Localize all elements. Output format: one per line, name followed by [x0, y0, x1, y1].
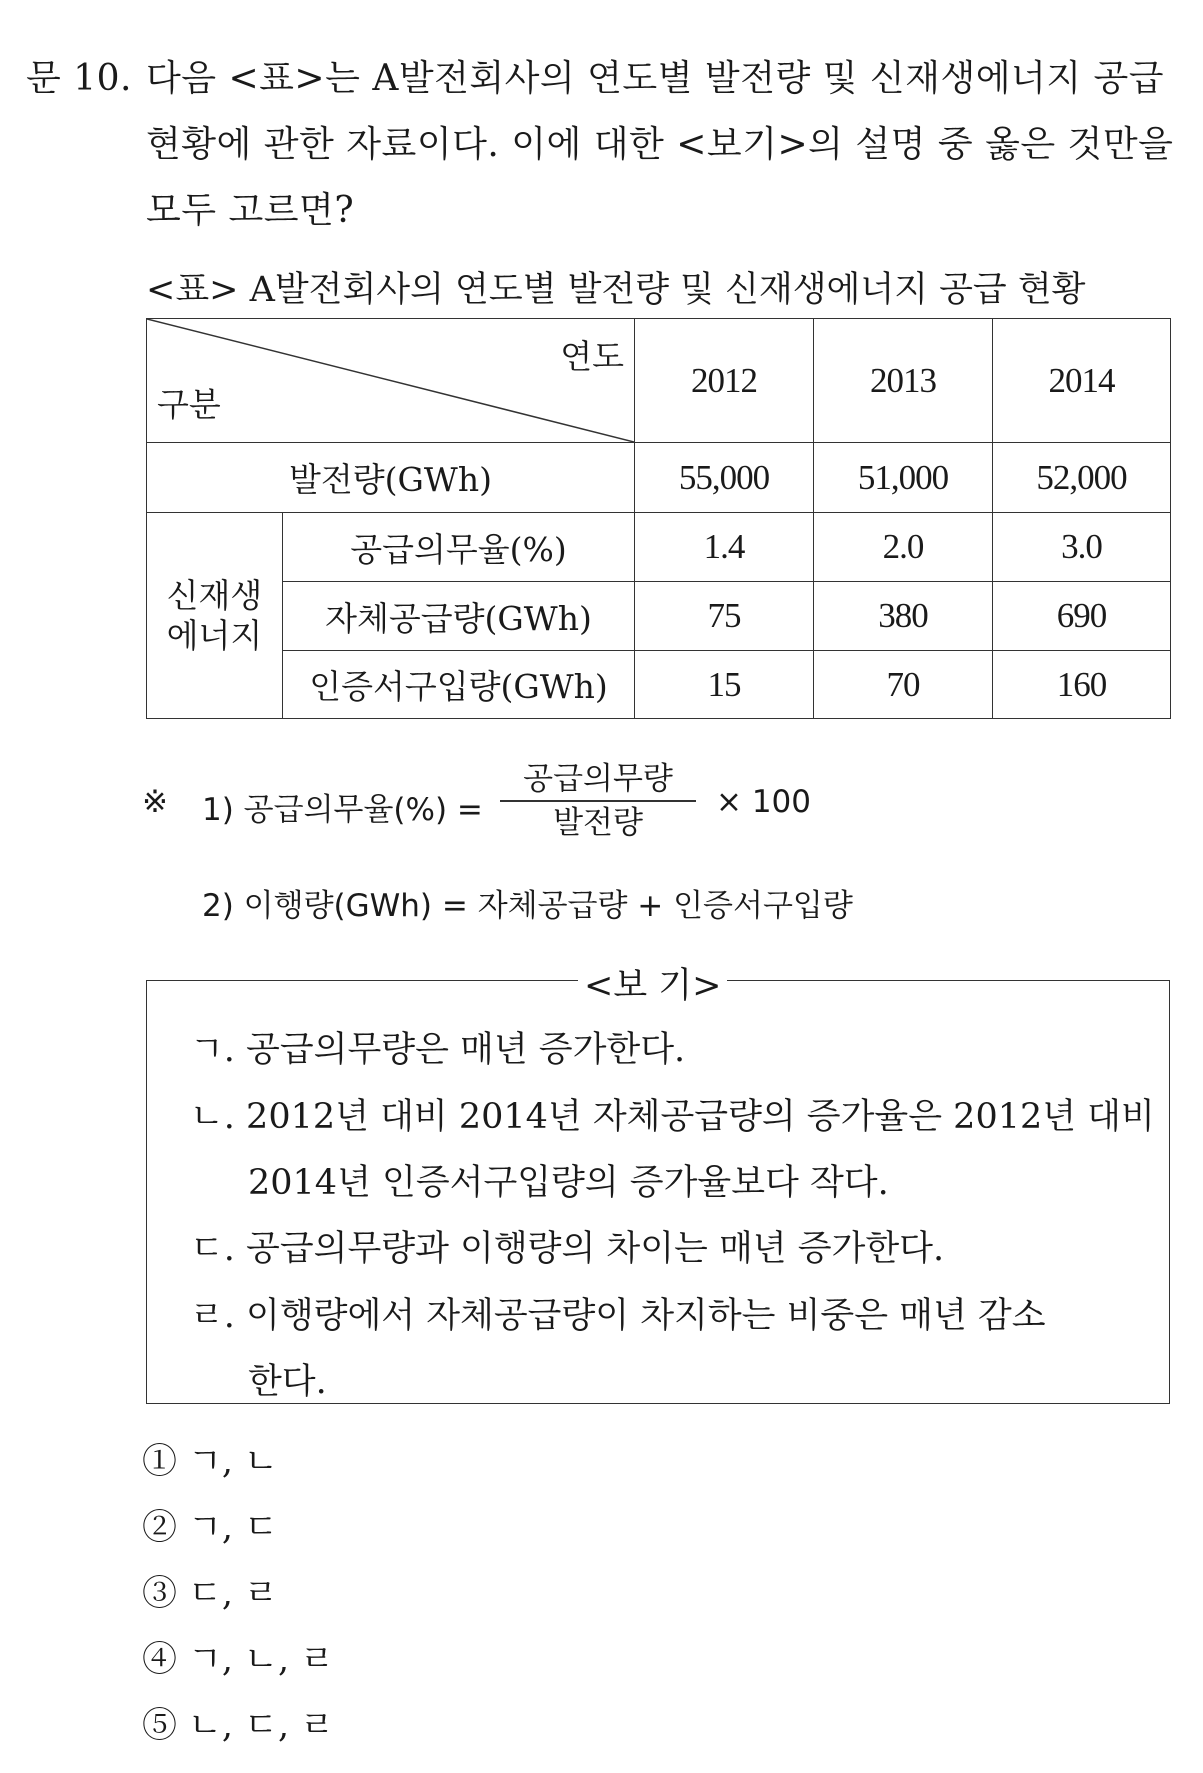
fraction-bar — [500, 800, 696, 802]
question-text-line: 다음 <표>는 A발전회사의 연도별 발전량 및 신재생에너지 공급 — [146, 58, 1165, 99]
row-label: 발전량(GWh) — [147, 443, 635, 513]
bogi-item-continuation: 2014년 인증서구입량의 증가율보다 작다. — [248, 1163, 889, 1203]
group-label-line: 에너지 — [166, 615, 263, 655]
note-formula-2: 2) 이행량(GWh) = 자체공급량 + 인증서구입량 — [202, 888, 853, 924]
table-row — [147, 582, 1171, 651]
table-cell: 70 — [814, 651, 993, 719]
table-row — [147, 513, 1171, 582]
table-cell: 15 — [635, 651, 814, 719]
answer-choice-1[interactable]: ① ㄱ, ㄴ — [142, 1442, 278, 1482]
table-cell: 75 — [635, 582, 814, 651]
table-cell: 2.0 — [814, 513, 993, 582]
table-cell: 380 — [814, 582, 993, 651]
note-mark: ※ — [142, 784, 168, 820]
group-label-line: 신재생 — [166, 575, 263, 615]
question-text-line: 모두 고르면? — [146, 190, 355, 231]
bogi-item: ㄱ. 공급의무량은 매년 증가한다. — [190, 1030, 686, 1070]
table-cell: 160 — [993, 651, 1171, 719]
answer-choice-5[interactable]: ⑤ ㄴ, ㄷ, ㄹ — [142, 1706, 335, 1746]
year-header: 2013 — [814, 319, 993, 443]
question-text-line: 현황에 관한 자료이다. 이에 대한 <보기>의 설명 중 옳은 것만을 — [146, 124, 1174, 165]
row-label: 자체공급량(GWh) — [283, 582, 635, 651]
header-year-label: 연도 — [560, 337, 624, 376]
answer-choice-2[interactable]: ② ㄱ, ㄷ — [142, 1508, 278, 1548]
table-row — [147, 651, 1171, 719]
bogi-item: ㄷ. 공급의무량과 이행량의 차이는 매년 증가한다. — [190, 1229, 945, 1269]
diagonal-header-cell — [147, 319, 635, 443]
row-label: 공급의무율(%) — [283, 513, 635, 582]
answer-choice-3[interactable]: ③ ㄷ, ㄹ — [142, 1574, 278, 1614]
bogi-item: ㄹ. 이행량에서 자체공급량이 차지하는 비중은 매년 감소 — [190, 1296, 1046, 1336]
year-header: 2014 — [993, 319, 1171, 443]
bogi-item: ㄴ. 2012년 대비 2014년 자체공급량의 증가율은 2012년 대비 — [190, 1097, 1155, 1137]
table-cell: 55,000 — [635, 443, 814, 513]
table-title: <표> A발전회사의 연도별 발전량 및 신재생에너지 공급 현황 — [146, 270, 1086, 310]
row-label: 인증서구입량(GWh) — [283, 651, 635, 719]
answer-choice-4[interactable]: ④ ㄱ, ㄴ, ㄹ — [142, 1640, 335, 1680]
table-cell: 52,000 — [993, 443, 1171, 513]
fraction-numerator: 공급의무량 — [523, 761, 673, 797]
table-cell: 1.4 — [635, 513, 814, 582]
table-cell: 51,000 — [814, 443, 993, 513]
group-label — [147, 513, 283, 719]
note-formula-lhs: 1) 공급의무율(%) = — [202, 792, 483, 828]
note-fraction — [500, 760, 696, 842]
data-table — [146, 318, 1171, 719]
note-formula-rhs: × 100 — [716, 784, 811, 820]
table-cell: 3.0 — [993, 513, 1171, 582]
table-row — [147, 443, 1171, 513]
bogi-item-continuation: 한다. — [248, 1362, 327, 1402]
table-cell: 690 — [993, 582, 1171, 651]
fraction-denominator: 발전량 — [553, 805, 643, 841]
question-number: 문 10. — [26, 58, 132, 99]
header-category-label: 구분 — [157, 385, 221, 424]
bogi-title: <보 기> — [578, 958, 727, 1008]
table-header-row — [147, 319, 1171, 443]
year-header: 2012 — [635, 319, 814, 443]
